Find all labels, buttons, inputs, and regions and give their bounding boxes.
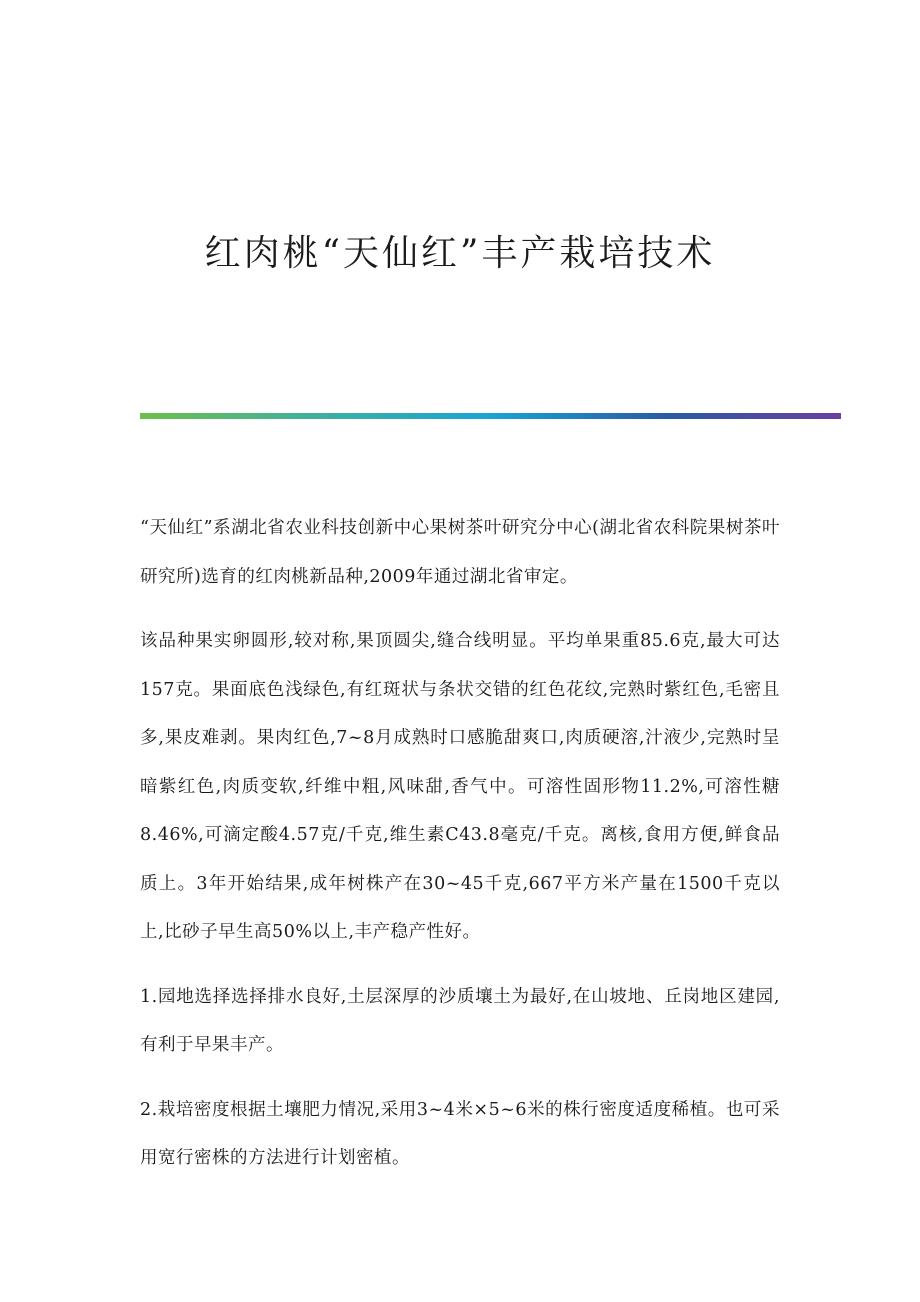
intro-paragraph: “天仙红”系湖北省农业科技创新中心果树茶叶研究分中心(湖北省农科院果树茶叶研究所)选育的红肉桃新品种,2009年通过湖北省审定。 — [140, 518, 780, 587]
site-selection-paragraph: 1.园地选择选择排水良好,土层深厚的沙质壤土为最好,在山坡地、丘岗地区建园,有利于早果丰产。 — [140, 986, 780, 1055]
planting-density-paragraph: 2.栽培密度根据土壤肥力情况,采用3~4米×5~6米的株行密度适度稀植。也可采用宽行密株的方法进行计划密植。 — [140, 1099, 780, 1168]
title-gradient-divider — [140, 413, 841, 419]
document-body — [140, 504, 780, 1199]
document-title: 红肉桃“天仙红”丰产栽培技术 — [204, 233, 716, 274]
variety-description-paragraph: 该品种果实卵圆形,较对称,果顶圆尖,缝合线明显。平均单果重85.6克,最大可达157克。果面底色浅绿色,有红斑状与条状交错的红色花纹,完熟时紫红色,毛密且多,果皮难剥。果肉红色,7~8月成熟时口感脆甜爽口,肉质硬溶,汁液少,完熟时呈暗紫红色,肉质变软,纤维中粗,风味甜,香气中。可溶性固形物11.2%,可溶性糖8.46%,可滴定酸4.57克/千克,维生素C43.8毫克/千克。离核,食用方便,鲜食品质上。3年开始结果,成年树株产在30~45千克,667平方米产量在1500千克以上,比砂子早生高50%以上,丰产稳产性好。 — [140, 631, 780, 942]
